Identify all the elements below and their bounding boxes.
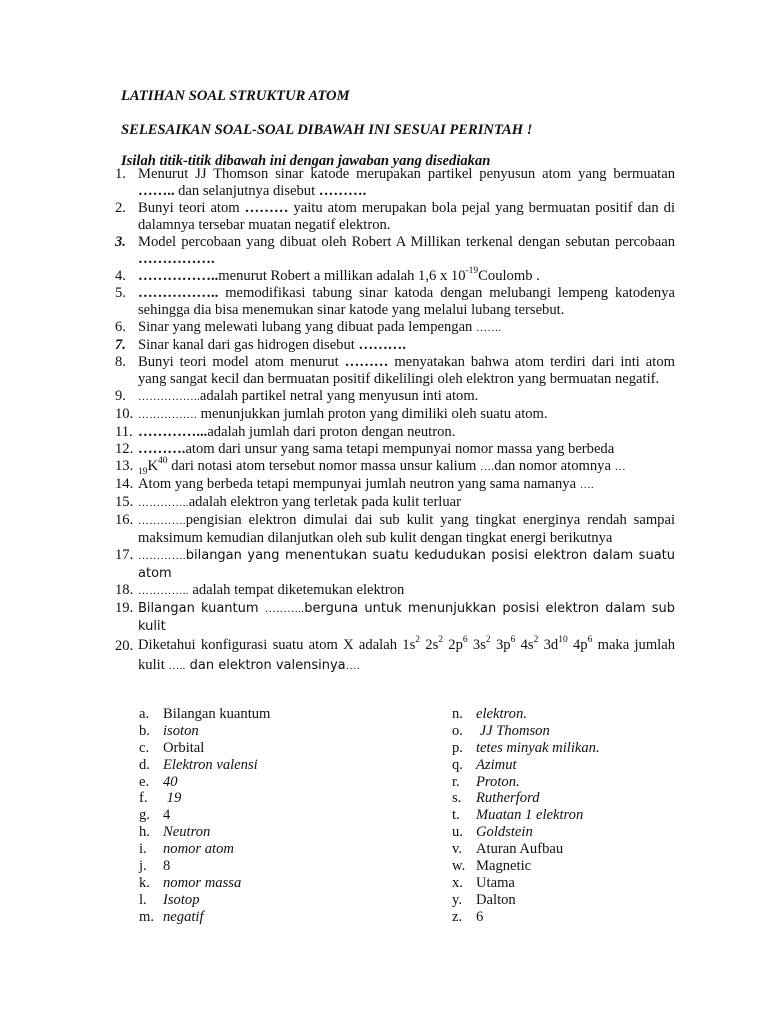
question-text: pengisian elektron dimulai dai sub kulit yang tingkat energinya rendah sampai maksimum kemudian dilanjutkan oleh sub kulit dengan tingkat energi berikutnya: [138, 512, 675, 546]
question-number: 8.: [115, 354, 126, 370]
answer-blank: ……..: [138, 183, 175, 199]
question-text: menyatakan bahwa atom terdiri dari inti atom yang sangat kecil dan bermuatan positif dikelilingi oleh elektron yang bermuatan negatif.: [138, 354, 675, 387]
question-text: Menurut JJ Thomson sinar katode merupakan partikel penyusun atom yang bermuatan: [138, 166, 675, 182]
question-list: [115, 166, 675, 676]
question-number: 11.: [115, 424, 133, 440]
answer-blank: ………: [344, 354, 389, 370]
question-number: 1.: [115, 166, 126, 182]
option-t: [452, 807, 600, 824]
question-text: Coulomb .: [478, 268, 540, 284]
question-9: [115, 388, 675, 406]
option-c: [139, 740, 270, 757]
exponent: 10: [558, 635, 568, 646]
answer-blank: ……………..: [138, 391, 200, 403]
question-18: [115, 582, 675, 600]
question-number: 9.: [115, 388, 126, 404]
question-6: [115, 319, 675, 337]
question-text: atom dari unsur yang sama tetapi mempunyai nomor massa yang berbeda: [185, 441, 615, 457]
option-letter: q.: [452, 756, 463, 773]
option-text: Magnetic: [476, 858, 532, 875]
exponent: 2: [438, 635, 444, 646]
exponent: 2: [415, 635, 421, 646]
answer-blank: …………..: [138, 585, 189, 597]
question-text: Bunyi teori atom: [138, 200, 245, 216]
option-x: [452, 875, 600, 892]
question-text: berguna untuk menunjukkan posisi elektron dalam sub kulit: [138, 601, 675, 634]
option-letter: n.: [452, 706, 463, 722]
option-text: Goldstein: [476, 824, 533, 841]
question-text: 4p: [567, 637, 588, 653]
option-letter: g.: [139, 807, 150, 824]
question-text: 3d: [538, 637, 559, 653]
question-number: 13.: [115, 458, 134, 474]
option-letter: l.: [139, 891, 147, 908]
question-text: Sinar kanal dari gas hidrogen disebut: [138, 337, 359, 353]
question-text: adalah partikel netral yang menyusun inti atom.: [199, 388, 479, 404]
option-text: 6: [476, 908, 484, 925]
question-text: adalah tempat diketemukan elektron: [188, 582, 405, 598]
question-15: [115, 494, 675, 512]
answer-blank: ……….: [358, 337, 406, 353]
option-z: [452, 909, 600, 926]
answer-options-left: [139, 706, 270, 926]
question-number: 7.: [115, 337, 126, 353]
option-text: Orbital: [163, 739, 205, 756]
question-text: adalah jumlah dari proton dengan neutron.: [207, 424, 456, 440]
question-number: 15.: [115, 494, 134, 510]
answer-blank: ………: [244, 200, 289, 216]
option-text: Neutron: [163, 824, 211, 841]
option-text: Aturan Aufbau: [476, 841, 564, 858]
option-letter: p.: [452, 739, 463, 756]
option-q: [452, 757, 600, 774]
question-16: [115, 512, 675, 547]
question-20: [115, 635, 675, 676]
option-text: Muatan 1 elektron: [476, 807, 584, 824]
answer-blank: …: [614, 461, 626, 473]
answer-blank: ….: [579, 479, 594, 491]
option-a: [139, 706, 270, 723]
question-number: 20.: [115, 638, 134, 654]
answer-blank: …..: [168, 660, 186, 672]
mass-number: 40: [158, 456, 168, 467]
option-text: negatif: [163, 908, 204, 925]
question-number: 14.: [115, 476, 134, 492]
question-text: memodifikasi tabung sinar katoda dengan melubangi lempeng katodenya sehingga dia bisa menemukan sinar katode yang melalui lubang tersebut.: [138, 285, 675, 318]
option-y: [452, 892, 600, 909]
question-number: 17.: [115, 547, 134, 563]
option-v: [452, 841, 600, 858]
option-letter: m.: [139, 908, 154, 925]
question-17: [115, 547, 675, 582]
question-number: 12.: [115, 441, 134, 457]
option-text: Elektron valensi: [163, 756, 258, 773]
question-number: 4.: [115, 268, 126, 284]
question-text: dan selanjutnya disebut: [174, 183, 319, 199]
option-letter: j.: [139, 858, 147, 875]
option-letter: c.: [139, 739, 150, 756]
option-text: 19: [163, 790, 182, 807]
option-text: JJ Thomson: [476, 722, 550, 739]
option-u: [452, 824, 600, 841]
option-i: [139, 841, 270, 858]
question-text: Model percobaan yang dibuat oleh Robert A Millikan terkenal dengan sebutan percobaan: [138, 234, 675, 250]
option-text: isoton: [163, 722, 199, 739]
question-text: yaitu atom merupakan bola pejal yang bermuatan positif dan di dalamnya tersebar muatan negatif elektron.: [138, 200, 675, 233]
question-number: 2.: [115, 200, 126, 216]
question-text: menurut Robert a millikan adalah 1,6 x 10: [218, 268, 466, 284]
option-b: [139, 723, 270, 740]
option-letter: s.: [452, 790, 462, 807]
question-text: Bilangan kuantum: [138, 601, 265, 616]
question-7: [115, 337, 675, 354]
option-letter: f.: [139, 790, 148, 807]
exponent: 6: [587, 635, 593, 646]
option-e: [139, 774, 270, 791]
option-letter: r.: [452, 773, 460, 790]
option-text: Azimut: [476, 756, 517, 773]
answer-blank: ……….: [318, 183, 367, 199]
answer-blank: …………..: [138, 497, 189, 509]
option-text: 8: [163, 858, 171, 875]
question-text: adalah elektron yang terletak pada kulit terluar: [188, 494, 461, 510]
option-text: Bilangan kuantum: [163, 706, 271, 722]
option-h: [139, 824, 270, 841]
question-1: [115, 166, 675, 200]
question-5: [115, 285, 675, 319]
exponent: 6: [510, 635, 516, 646]
option-letter: w.: [452, 858, 466, 875]
option-letter: y.: [452, 891, 462, 908]
option-w: [452, 858, 600, 875]
question-number: 19.: [115, 600, 134, 616]
question-text: dari notasi atom tersebut nomor massa unsur kalium: [167, 458, 481, 474]
answer-blank: ………….: [138, 550, 186, 562]
answer-options-right: [452, 706, 600, 926]
option-k: [139, 875, 270, 892]
question-text: 4s: [515, 637, 534, 653]
question-14: [115, 476, 675, 494]
option-text: nomor massa: [163, 874, 242, 891]
question-text: 2s: [420, 637, 439, 653]
question-10: [115, 406, 675, 424]
question-13: [115, 458, 675, 476]
option-text: nomor atom: [163, 841, 234, 858]
option-letter: u.: [452, 824, 463, 841]
option-letter: v.: [452, 841, 462, 858]
question-text: 3s: [467, 637, 486, 653]
question-text: Sinar yang melewati lubang yang dibuat pada lempengan: [138, 319, 476, 335]
exponent: 2: [533, 635, 539, 646]
question-number: 3.: [115, 234, 126, 250]
option-letter: e.: [139, 773, 150, 790]
answer-blank: ….: [345, 660, 360, 672]
option-letter: b.: [139, 722, 150, 739]
question-text: Bunyi teori model atom menurut: [138, 354, 345, 370]
question-number: 18.: [115, 582, 134, 598]
option-letter: d.: [139, 756, 150, 773]
option-text: 40: [163, 773, 178, 790]
option-letter: k.: [139, 874, 150, 891]
option-d: [139, 757, 270, 774]
page-title: LATIHAN SOAL STRUKTUR ATOM: [121, 88, 350, 104]
sub-instruction: Isilah titik-titik dibawah ini dengan jawaban yang disediakan: [121, 153, 491, 169]
option-letter: z.: [452, 908, 463, 925]
answer-blank: ……………..: [138, 268, 219, 284]
answer-blank: ………….: [138, 515, 186, 527]
question-text: Atom yang berbeda tetapi mempunyai jumlah neutron yang sama namanya: [138, 476, 580, 492]
exponent: 6: [462, 635, 468, 646]
option-o: [452, 723, 600, 740]
option-g: [139, 807, 270, 824]
exponent: 2: [485, 635, 491, 646]
answer-blank: …….: [476, 322, 502, 334]
question-text: dan elektron valensinya: [185, 658, 346, 673]
answer-blank: ……….: [138, 441, 186, 457]
option-j: [139, 858, 270, 875]
option-s: [452, 790, 600, 807]
option-letter: i.: [139, 841, 147, 858]
question-12: [115, 441, 675, 458]
answer-blank: ……………..: [138, 285, 219, 301]
answer-blank: …………….: [138, 409, 197, 421]
question-text: bilangan yang menentukan suatu kedudukan posisi elektron dalam suatu atom: [138, 548, 675, 581]
option-text: Dalton: [476, 891, 516, 908]
option-letter: a.: [139, 706, 150, 722]
question-11: [115, 424, 675, 441]
option-text: Rutherford: [476, 790, 540, 807]
question-2: [115, 200, 675, 234]
atomic-number: 19: [138, 466, 148, 477]
question-text: Diketahui konfigurasi suatu atom X adalah 1s: [138, 637, 416, 653]
option-text: Proton.: [476, 773, 520, 790]
question-text: menunjukkan jumlah proton yang dimiliki oleh suatu atom.: [196, 406, 548, 422]
question-19: [115, 600, 675, 635]
option-letter: o.: [452, 722, 463, 739]
option-m: [139, 909, 270, 926]
question-8: [115, 354, 675, 388]
instruction-heading: SELESAIKAN SOAL-SOAL DIBAWAH INI SESUAI PERINTAH !: [121, 122, 533, 138]
option-n: [452, 706, 600, 723]
answer-blank: …………….: [138, 251, 215, 267]
option-p: [452, 740, 600, 757]
question-text: maka jumlah kulit: [138, 637, 676, 673]
option-text: Isotop: [163, 891, 200, 908]
question-number: 6.: [115, 319, 126, 335]
option-text: 4: [163, 807, 171, 824]
option-text: tetes minyak milikan.: [476, 739, 600, 756]
question-number: 16.: [115, 512, 134, 528]
element-symbol: K: [147, 458, 159, 474]
option-letter: t.: [452, 807, 460, 824]
question-4: [115, 268, 675, 285]
option-text: Utama: [476, 874, 515, 891]
answer-blank: ………..: [264, 603, 305, 615]
question-3: [115, 234, 675, 268]
question-text: dan nomor atomnya: [494, 458, 615, 474]
option-l: [139, 892, 270, 909]
answer-blank: …………...: [138, 424, 208, 440]
option-letter: x.: [452, 874, 463, 891]
option-text: elektron.: [476, 706, 527, 722]
answer-blank: ….: [480, 461, 495, 473]
option-f: [139, 790, 270, 807]
question-text: 2p: [443, 637, 463, 653]
exponent: -19: [465, 266, 479, 277]
question-text: 3p: [490, 637, 511, 653]
option-letter: h.: [139, 824, 150, 841]
option-r: [452, 774, 600, 791]
question-number: 10.: [115, 406, 134, 422]
question-number: 5.: [115, 285, 126, 301]
